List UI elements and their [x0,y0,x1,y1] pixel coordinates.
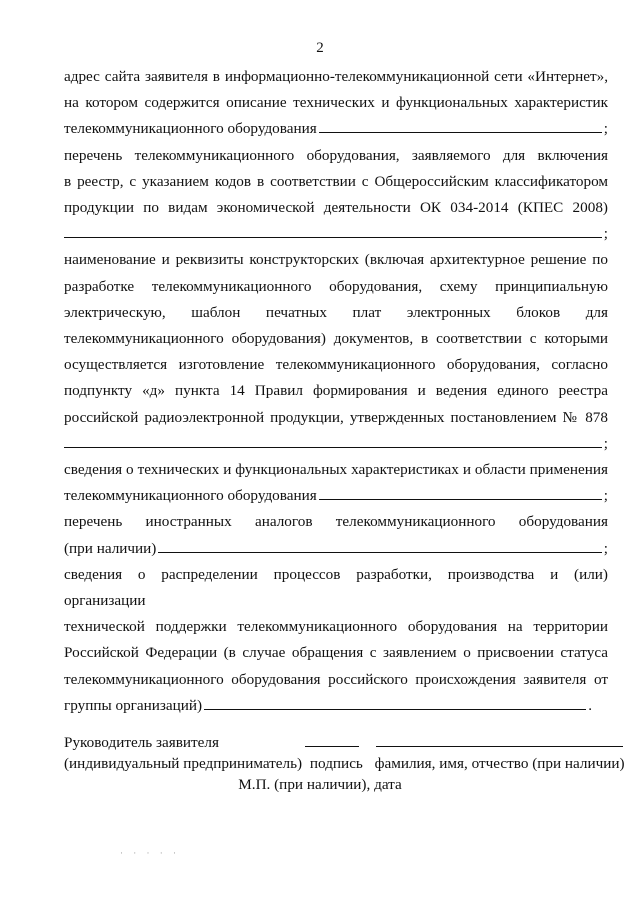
text-line: Российской Федерации (в случае обращения с заявлением о присвоении статуса [64,644,608,662]
fill-line-terminator: ; [603,225,608,243]
signature-row [64,732,624,753]
fill-line-label: телекоммуникационного оборудования [64,120,317,138]
word: перечень [64,513,123,531]
blank-line [64,431,608,457]
fill-line [64,116,608,142]
role-sublabel: (индивидуальный предприниматель) [64,755,303,772]
blank-field-process-distribution[interactable] [204,695,586,710]
fill-line-terminator: ; [603,434,608,452]
text-line: разработке телекоммуникационного оборудования, схему принципиальную [64,277,608,295]
word: оборудования [518,513,608,531]
blank-field-equipment-codes[interactable] [64,222,602,238]
fill-line-terminator: ; [603,120,608,138]
fill-line [64,693,592,719]
text-line: наименование и реквизиты конструкторских (включая архитектурное решение по [64,251,608,269]
paragraph-process-distribution [64,562,608,719]
fill-line-label: телекоммуникационного оборудования [64,487,317,505]
paragraph-design-documents [64,247,608,457]
blank-field-website[interactable] [319,118,602,133]
fill-line-label: (при наличии) [64,539,157,557]
paragraph-equipment-list [64,143,608,248]
text-line: адрес сайта заявителя в информационно-телекоммуникационной сети «Интернет», [64,68,608,85]
full-name-field[interactable] [376,746,623,747]
blank-field-foreign-analogues[interactable] [158,538,601,553]
text-line: на котором содержится описание технических и функциональных характеристик [64,94,608,112]
signature-captions-row [64,753,624,774]
paragraph-technical-characteristics [64,457,608,509]
signature-caption: подпись [309,755,363,772]
blank-field-characteristics[interactable] [319,485,602,500]
text-line: российской радиоэлектронной продукции, утвержденных постановлением № 878 [64,408,608,426]
name-caption: фамилия, имя, отчество (при наличии) [374,755,625,772]
text-line: электрическую, шаблон печатных плат электронных блоков для [64,303,608,321]
fill-line-terminator: ; [603,487,608,505]
word: аналогов [254,513,313,531]
document-body [64,64,608,719]
text-line: технической поддержки телекоммуникационного оборудования на территории [64,618,608,636]
text-line: подпункту «д» пункта 14 Правил формирования и ведения единого реестра [64,382,608,400]
page-number: 2 [316,40,324,56]
text-line: перечень телекоммуникационного оборудования, заявляемого для включения [64,146,608,164]
fill-line-terminator: . [588,696,592,714]
text-line: телекоммуникационного оборудования) документов, в соответствии с которыми [64,330,608,348]
text-line: сведения о распределении процессов разработки, производства и (или) организации [64,565,608,610]
fill-line-terminator: ; [603,539,608,557]
paragraph-website-address [64,64,608,143]
stamp-and-date-caption: М.П. (при наличии), дата [238,776,402,793]
text-line: осуществляется изготовление телекоммуникационного оборудования, согласно [64,356,608,374]
signature-block [64,732,624,774]
text-line: телекоммуникационного оборудования российского происхождения заявителя от [64,670,608,688]
text-line: сведения о технических и функциональных характеристиках и области применения [64,461,608,479]
text-line [64,509,608,535]
word: телекоммуникационного [335,513,496,531]
text-line: продукции по видам экономической деятельности ОК 034-2014 (КПЕС 2008) [64,199,608,217]
text-line: в реестр, с указанием кодов в соответствии с Общероссийским классификатором [64,172,608,190]
fill-line-label: группы организаций) [64,696,203,714]
signature-field[interactable] [305,746,359,747]
fill-line [64,536,608,562]
scan-artifacts: · · · · · [120,848,180,858]
paragraph-foreign-analogues [64,509,608,561]
role-label: Руководитель заявителя [64,734,219,751]
blank-field-design-documents[interactable] [64,432,602,448]
word: иностранных [145,513,232,531]
blank-line [64,221,608,247]
fill-line [64,483,608,509]
